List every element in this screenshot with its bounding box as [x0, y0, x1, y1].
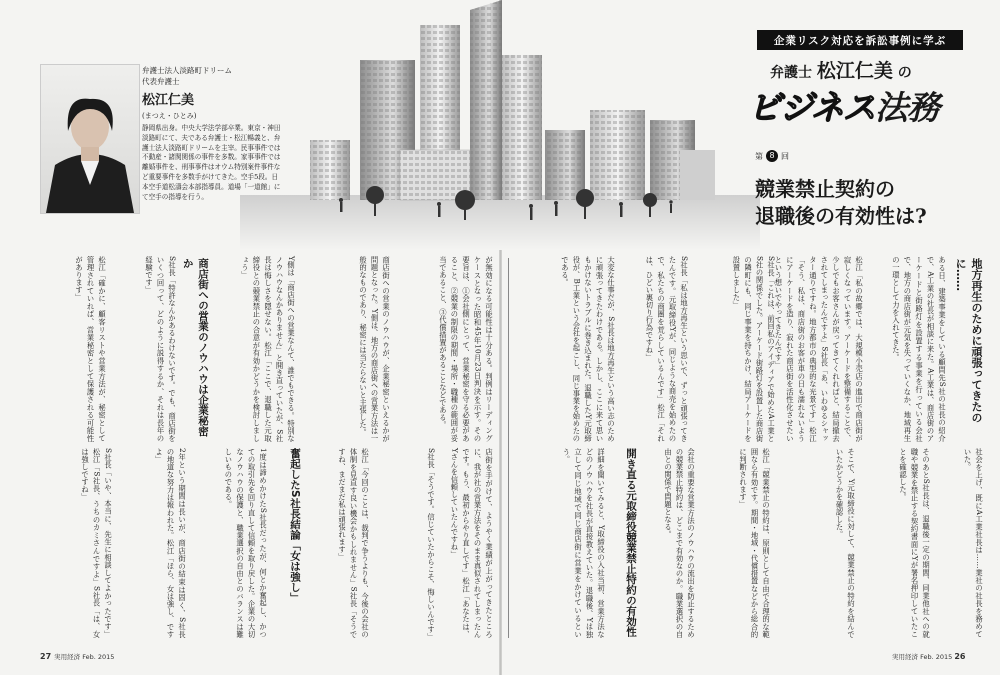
author-role: 代表弁護士	[142, 76, 180, 86]
body-column-r4: S社長「これは、前回私のアイディアで始めたA工業とS社の関係でした。アーケード街路灯を設置した商店街の隣町にも、同じ事業を持ちかけ、結局アーケードを設置しました」	[732, 256, 776, 442]
lawyer-prefix: 弁護士	[770, 65, 812, 81]
body-column-r12: そのあとS社長は、退職後一定の期間、同業他社への就職や競業を禁止する契約書面にYが署名押印していたことを確認した。	[898, 448, 931, 638]
author-photo	[40, 64, 140, 214]
body-column-r1: ある日、建築事業をしている顧問先S社の社長の紹介で、A工業の社長が相談に来た。A工業は、商店街のアーケードと街路灯を設置する事業を行っている会社で、地方の商店街が元気を失っていくなか、地域再生の一環として力を入れてきた。	[891, 256, 947, 442]
body-column-r7: 詳細を聞いてみると、Y取締役の入社当初、営業方法などのノウハウを社長が直接教えていた。退職後、Yは独立して同じ地域で同じ商店街に営業をかけているという。	[562, 448, 606, 638]
body-column-r3: 松江「私の故郷では、大規模小売店の進出で商店街が寂しくなっています。アーケードを整備することで、少しでもお客さんが戻ってきてくれればと、結局撤去されてしまったんですよ」S社長「あ、いわゆるシャッター通りですね。地方都市の典型的な光景です」松江「そう、私は、商店街のお客が車の日も濡れないようにアーケードを造り、寂れた商店街を活性化させたいという想いでやってきたんです」	[774, 256, 864, 442]
folio-left-number: 27	[40, 652, 52, 661]
series-title	[748, 82, 978, 129]
body-column-r8: 会社の重要な営業方法のノウハウの流出を防止するための競業禁止特約は、どこまで有効なのか。職業選択の自由との関係で問題となる。	[663, 448, 696, 638]
article-title: 競業禁止契約の 退職後の有効性は?	[755, 177, 927, 228]
body-column-l1: が無効になる可能性は十分ある。判例はリーディングケースとなった昭和45年10月23日判決を示す。その要旨は、①会社側にとって、営業秘密を守る必要があること、②競業の制限の期間・場所・職種の範囲が妥当であること、③代償措置があることなどである。	[438, 256, 494, 442]
author-name: 松江仁美	[142, 92, 195, 108]
body-column-l2: 商店街への営業のノウハウが、企業秘密といえるかが問題となった。Y側は、地方の商店街への営業方法は一般的なものであり、秘密には当たらないと主張した。	[358, 256, 391, 442]
body-column-l9: 松江「今回のことは、裁判で争うよりも、今後の会社の体制を見直す良い機会かもしれません」S社長「そうですね、まだまだ私は頑張れます」	[337, 448, 370, 638]
author-profile	[142, 66, 282, 203]
heading-regional-revival: 地方再生のために頑張ってきたのに……	[954, 258, 983, 423]
heading-conclusion: 奮起したS社長結論「女は強し」	[289, 448, 301, 603]
body-column-l10: 1度は諦めかけたS社長だったが、何とか奮起し、かつての取引先を回り直して信頼を取り戻した。企業の大切なノウハウの保護と、職業選択の自由とのバランスは難しいものである。	[224, 448, 268, 638]
body-column-l14: S社長「いや、本当に、先生に相談してよかったです」松江「S社長、うちのカミさんですよ」S社長「は、女は強しですね」	[80, 448, 113, 638]
heading-noncompete-validity: 開き直る元取締役競業禁止特約の有効性	[625, 448, 637, 637]
author-firm: 弁護士法人淡路町ドリーム	[142, 66, 232, 75]
lawyer-suffix: の	[897, 65, 912, 81]
heading-trade-secret: 商店街への営業のノウハウは企業秘密か	[181, 258, 209, 437]
body-column-l4: S社長「特許なんかあるわけないです。でも、商店街をいくつ回って、どのように説得するか、それは長年の経験です」	[144, 256, 177, 442]
folio-right-label: 実用経済 Feb. 2015	[892, 653, 953, 661]
folio-right	[892, 652, 968, 661]
column-rule	[508, 258, 509, 638]
body-column-l7: 店街を手がけて、ようやく業績が上がってきたところに、我が社の営業方法をそのまま真似されてしまったんです。もう、最初からやり直しです」松江「あなたは、Yさんを信頼していたんですね」	[450, 448, 494, 638]
folio-left	[40, 652, 114, 661]
series-title-a: ビジネス	[748, 88, 876, 127]
body-column-l5: 松江「確かに、顧客リストや営業方法が、秘密として管理されていれば、営業秘密として保護される可能性があります」	[74, 256, 107, 442]
series-title-b: 法務	[875, 88, 940, 127]
author-bio: 静岡県出身。中央大学法学部卒業。東京・神田淡路町にて、夫である弁護士・松江暢義と、弁護士法人淡路町ドリームを主宰。民事事件では不動産・諸関関係の事件を多数。家事事件では離婚事件を、刑事事件はオウム特別案件事件など重要事件を多数手がけてきた。空手5段。日本空手道松濤会本部指導員。道場「一道館」にて空手の指導を行う。	[142, 123, 281, 201]
body-column-l3: Y側は「商店街への営業なんて、誰でもできる。特別なノウハウなんかありません」と開き直っていたが、S社長は悔しさを隠せない。松江「ここで、退職した元取締役との競業禁止の合意が有効かどうかを検討しましょう」	[240, 256, 296, 442]
body-column-l8: S社長「そうです。信じていたからこそ、悔しいんです」	[427, 448, 436, 641]
author-reading: (まつえ・ひとみ)	[142, 111, 197, 120]
city-skyline-illustration	[240, 0, 760, 250]
body-column-l11: 2年という期間は長いが、商店街の結束は固く、S社長の地道な努力は報われた。松江「ほら、女は強し、ですよ」	[154, 448, 187, 638]
body-column-r2: 社会を上げ、既にA工業社長は……業社の社長を務めていた。	[963, 448, 984, 638]
episode-number: 8	[766, 150, 778, 162]
folio-left-label: 実用経済 Feb. 2015	[54, 653, 115, 661]
episode-label: 第 8 回	[755, 151, 789, 161]
series-banner: 企業リスク対応を訴訟事例に学ぶ	[757, 30, 963, 50]
body-column-r6: そこで、Y元取締役に対して、競業禁止の特約を結んでいたかどうかを確認した。	[835, 448, 856, 638]
lawyer-line	[770, 56, 912, 83]
body-column-r5: S社長「私は地方再生という思いで、ずっと頑張ってきたんです。元取締役Yが、同じような商売を始めたので、私たちの商圏を荒らしているんです」松江「それは、ひどい裏切り行為ですね」	[645, 256, 689, 442]
body-column-r10: 松江「競業禁止の特約は、原則として自由で合理的な範囲なら有効です。期間・地域・代償措置などから総合的に判断されます」	[738, 448, 771, 638]
body-column-r9: 大変な仕事だが、S社長は地方再生という高い志のために頑張ってきたわけである。しかし、ここに来て思いもかけないトラブルに巻き込まれた。退職したY元取締役が、B工業という会社を起こし、同じ事業を始めたのである。	[560, 256, 616, 442]
folio-right-number: 26	[954, 652, 966, 661]
lawyer-name: 松江仁美	[816, 60, 893, 82]
